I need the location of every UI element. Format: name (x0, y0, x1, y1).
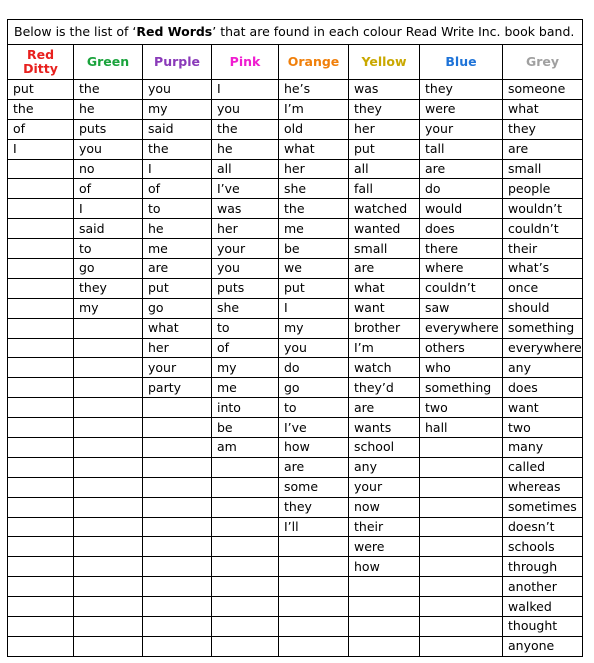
word-cell: go (74, 259, 143, 279)
word-cell: be (212, 418, 279, 438)
word-cell: many (503, 438, 583, 458)
word-row (8, 517, 583, 537)
word-cell: I (143, 159, 212, 179)
word-cell (8, 517, 74, 537)
word-cell (420, 457, 503, 477)
word-cell: my (74, 298, 143, 318)
word-row (8, 199, 583, 219)
word-cell: any (349, 457, 420, 477)
word-cell (143, 398, 212, 418)
word-cell: to (212, 318, 279, 338)
word-cell: you (279, 338, 349, 358)
word-row (8, 597, 583, 617)
word-cell: I’ve (279, 418, 349, 438)
word-cell: her (212, 219, 279, 239)
word-cell: I’m (349, 338, 420, 358)
word-cell (349, 617, 420, 637)
word-cell (74, 457, 143, 477)
word-cell: couldn’t (420, 278, 503, 298)
word-cell: whereas (503, 477, 583, 497)
word-cell (8, 557, 74, 577)
red-words-document (7, 19, 583, 657)
word-cell: the (8, 99, 74, 119)
word-cell: once (503, 278, 583, 298)
word-cell (8, 358, 74, 378)
word-cell: of (8, 119, 74, 139)
word-cell: your (143, 358, 212, 378)
band-heading-green: Green (74, 45, 143, 80)
word-cell (212, 477, 279, 497)
word-cell: what’s (503, 259, 583, 279)
word-cell: called (503, 457, 583, 477)
word-cell: how (349, 557, 420, 577)
word-cell: are (143, 259, 212, 279)
word-cell: he (143, 219, 212, 239)
word-cell: someone (503, 80, 583, 100)
word-cell: said (143, 119, 212, 139)
word-row (8, 239, 583, 259)
word-cell (8, 438, 74, 458)
word-cell: the (143, 139, 212, 159)
word-cell: any (503, 358, 583, 378)
word-cell: of (143, 179, 212, 199)
word-cell: old (279, 119, 349, 139)
word-cell (279, 636, 349, 656)
word-cell: her (279, 159, 349, 179)
word-cell: into (212, 398, 279, 418)
word-cell: fall (349, 179, 420, 199)
word-row (8, 119, 583, 139)
word-cell: something (420, 378, 503, 398)
word-cell (8, 298, 74, 318)
word-cell: you (143, 80, 212, 100)
word-cell: you (212, 259, 279, 279)
word-cell: they’d (349, 378, 420, 398)
word-cell (8, 318, 74, 338)
word-row (8, 617, 583, 637)
word-cell: walked (503, 597, 583, 617)
word-cell (8, 338, 74, 358)
word-cell (143, 457, 212, 477)
word-cell: thought (503, 617, 583, 637)
word-cell: do (420, 179, 503, 199)
word-cell (212, 577, 279, 597)
word-cell (74, 597, 143, 617)
word-cell: they (349, 99, 420, 119)
band-heading-red-ditty: Red Ditty (8, 45, 74, 80)
word-cell (143, 636, 212, 656)
word-cell: your (349, 477, 420, 497)
word-cell (8, 378, 74, 398)
word-cell (74, 418, 143, 438)
word-row (8, 99, 583, 119)
word-cell: my (279, 318, 349, 338)
word-cell: put (279, 278, 349, 298)
intro-after: ’ that are found in each colour Read Write Inc. book band. (212, 24, 575, 39)
word-cell: who (420, 358, 503, 378)
word-cell: what (349, 278, 420, 298)
word-cell: how (279, 438, 349, 458)
word-cell: party (143, 378, 212, 398)
word-cell (420, 517, 503, 537)
word-cell: were (349, 537, 420, 557)
word-row (8, 278, 583, 298)
word-cell (8, 199, 74, 219)
word-cell (8, 537, 74, 557)
word-cell (279, 577, 349, 597)
word-cell (74, 497, 143, 517)
word-cell: they (279, 497, 349, 517)
word-cell (74, 438, 143, 458)
word-cell: the (279, 199, 349, 219)
word-cell (74, 517, 143, 537)
word-cell: hall (420, 418, 503, 438)
word-cell (8, 418, 74, 438)
word-cell: to (143, 199, 212, 219)
word-cell: he’s (279, 80, 349, 100)
word-cell: I’ll (279, 517, 349, 537)
word-cell (279, 537, 349, 557)
word-row (8, 358, 583, 378)
word-cell: want (349, 298, 420, 318)
word-cell (420, 497, 503, 517)
band-heading-purple: Purple (143, 45, 212, 80)
word-cell: others (420, 338, 503, 358)
word-row (8, 398, 583, 418)
word-cell: small (503, 159, 583, 179)
word-cell (143, 577, 212, 597)
word-cell (212, 457, 279, 477)
word-row (8, 497, 583, 517)
word-cell (8, 259, 74, 279)
word-cell (212, 557, 279, 577)
word-cell: all (349, 159, 420, 179)
word-cell: couldn’t (503, 219, 583, 239)
word-cell: me (143, 239, 212, 259)
word-cell (212, 636, 279, 656)
word-cell: put (349, 139, 420, 159)
word-cell: are (279, 457, 349, 477)
word-cell: school (349, 438, 420, 458)
intro-before: Below is the list of ‘ (14, 24, 137, 39)
word-cell: to (74, 239, 143, 259)
word-cell: go (279, 378, 349, 398)
word-cell: you (212, 99, 279, 119)
word-cell (74, 477, 143, 497)
word-cell (8, 617, 74, 637)
band-heading-yellow: Yellow (349, 45, 420, 80)
word-cell: are (503, 139, 583, 159)
word-cell: I’ve (212, 179, 279, 199)
word-row (8, 318, 583, 338)
word-cell: does (420, 219, 503, 239)
word-cell: I (74, 199, 143, 219)
word-cell (420, 577, 503, 597)
word-cell (74, 398, 143, 418)
word-cell: am (212, 438, 279, 458)
word-cell (212, 617, 279, 637)
word-cell: now (349, 497, 420, 517)
word-cell (349, 577, 420, 597)
word-cell: doesn’t (503, 517, 583, 537)
word-cell: are (349, 398, 420, 418)
word-row (8, 577, 583, 597)
word-cell: would (420, 199, 503, 219)
word-cell: wanted (349, 219, 420, 239)
word-row (8, 298, 583, 318)
word-row (8, 537, 583, 557)
word-cell (8, 398, 74, 418)
word-cell (143, 517, 212, 537)
word-cell (8, 636, 74, 656)
word-cell (420, 597, 503, 617)
intro-text (8, 20, 583, 45)
word-cell: she (279, 179, 349, 199)
word-cell (74, 557, 143, 577)
word-cell: puts (74, 119, 143, 139)
red-words-table (7, 19, 583, 657)
word-cell (349, 636, 420, 656)
word-cell (279, 617, 349, 637)
word-row (8, 179, 583, 199)
word-cell: their (503, 239, 583, 259)
word-cell: two (503, 418, 583, 438)
word-cell: some (279, 477, 349, 497)
word-cell (74, 318, 143, 338)
word-cell: her (143, 338, 212, 358)
word-cell: she (212, 298, 279, 318)
word-cell: you (74, 139, 143, 159)
word-cell (143, 597, 212, 617)
band-heading-orange: Orange (279, 45, 349, 80)
word-cell (420, 557, 503, 577)
band-header-body (8, 45, 583, 80)
word-cell (74, 577, 143, 597)
word-cell: wouldn’t (503, 199, 583, 219)
band-heading-pink: Pink (212, 45, 279, 80)
word-cell: of (74, 179, 143, 199)
word-cell (420, 438, 503, 458)
word-cell (8, 497, 74, 517)
word-cell: they (420, 80, 503, 100)
word-cell (74, 338, 143, 358)
word-cell: are (420, 159, 503, 179)
word-cell: was (212, 199, 279, 219)
word-cell: do (279, 358, 349, 378)
band-heading-blue: Blue (420, 45, 503, 80)
word-cell: was (349, 80, 420, 100)
word-cell: what (503, 99, 583, 119)
word-cell: saw (420, 298, 503, 318)
word-cell (8, 278, 74, 298)
word-cell (420, 537, 503, 557)
word-cell: watch (349, 358, 420, 378)
word-cell (143, 438, 212, 458)
word-cell: my (143, 99, 212, 119)
word-cell: the (212, 119, 279, 139)
word-cell: two (420, 398, 503, 418)
word-cell (8, 577, 74, 597)
word-cell: me (212, 378, 279, 398)
word-cell: through (503, 557, 583, 577)
word-cell (8, 597, 74, 617)
word-row (8, 159, 583, 179)
word-cell (212, 517, 279, 537)
word-cell: what (279, 139, 349, 159)
word-cell (212, 597, 279, 617)
word-row (8, 338, 583, 358)
word-cell: schools (503, 537, 583, 557)
word-cell (8, 159, 74, 179)
word-cell (420, 477, 503, 497)
word-cell: want (503, 398, 583, 418)
word-cell: people (503, 179, 583, 199)
word-cell (74, 378, 143, 398)
word-cell: were (420, 99, 503, 119)
word-cell (8, 477, 74, 497)
word-cell: put (143, 278, 212, 298)
word-cell: I (212, 80, 279, 100)
word-cell: small (349, 239, 420, 259)
band-header-row (8, 45, 583, 80)
word-rows (8, 80, 583, 657)
word-cell (143, 497, 212, 517)
word-cell: the (74, 80, 143, 100)
word-cell (143, 557, 212, 577)
word-row (8, 259, 583, 279)
word-cell: where (420, 259, 503, 279)
word-cell (349, 597, 420, 617)
word-cell (279, 557, 349, 577)
word-cell: he (212, 139, 279, 159)
word-cell: should (503, 298, 583, 318)
word-cell: I (279, 298, 349, 318)
word-cell (279, 597, 349, 617)
word-cell (143, 537, 212, 557)
word-cell: said (74, 219, 143, 239)
word-cell (212, 537, 279, 557)
word-cell: my (212, 358, 279, 378)
word-cell: does (503, 378, 583, 398)
word-cell: I’m (279, 99, 349, 119)
word-cell: are (349, 259, 420, 279)
word-cell: they (503, 119, 583, 139)
word-row (8, 418, 583, 438)
word-cell: they (74, 278, 143, 298)
word-row (8, 636, 583, 656)
word-cell: what (143, 318, 212, 338)
word-cell: puts (212, 278, 279, 298)
word-cell: go (143, 298, 212, 318)
word-cell: everywhere (420, 318, 503, 338)
word-cell: brother (349, 318, 420, 338)
band-heading-grey: Grey (503, 45, 583, 80)
word-cell: another (503, 577, 583, 597)
word-cell: wants (349, 418, 420, 438)
word-row (8, 219, 583, 239)
word-row (8, 457, 583, 477)
word-cell: tall (420, 139, 503, 159)
word-cell: your (212, 239, 279, 259)
word-cell (420, 636, 503, 656)
word-cell (143, 418, 212, 438)
word-cell (8, 179, 74, 199)
word-cell: to (279, 398, 349, 418)
word-row (8, 139, 583, 159)
word-cell: your (420, 119, 503, 139)
word-cell: anyone (503, 636, 583, 656)
word-cell: I (8, 139, 74, 159)
word-cell: their (349, 517, 420, 537)
word-cell (8, 457, 74, 477)
word-cell (8, 239, 74, 259)
word-cell: he (74, 99, 143, 119)
word-cell (143, 617, 212, 637)
word-cell: watched (349, 199, 420, 219)
word-row (8, 477, 583, 497)
word-cell: all (212, 159, 279, 179)
word-cell: no (74, 159, 143, 179)
intro-row (8, 20, 583, 45)
word-cell (74, 617, 143, 637)
word-cell: be (279, 239, 349, 259)
word-row (8, 378, 583, 398)
word-row (8, 438, 583, 458)
word-cell: put (8, 80, 74, 100)
word-row (8, 557, 583, 577)
word-cell (8, 219, 74, 239)
word-row (8, 80, 583, 100)
word-cell: me (279, 219, 349, 239)
word-cell: there (420, 239, 503, 259)
word-cell: her (349, 119, 420, 139)
word-cell: sometimes (503, 497, 583, 517)
word-cell: everywhere (503, 338, 583, 358)
word-cell (420, 617, 503, 637)
word-cell (143, 477, 212, 497)
word-cell: something (503, 318, 583, 338)
word-cell: we (279, 259, 349, 279)
word-cell (74, 358, 143, 378)
word-cell (74, 537, 143, 557)
word-cell: of (212, 338, 279, 358)
intro-bold: Red Words (136, 24, 213, 39)
word-cell (74, 636, 143, 656)
word-cell (212, 497, 279, 517)
